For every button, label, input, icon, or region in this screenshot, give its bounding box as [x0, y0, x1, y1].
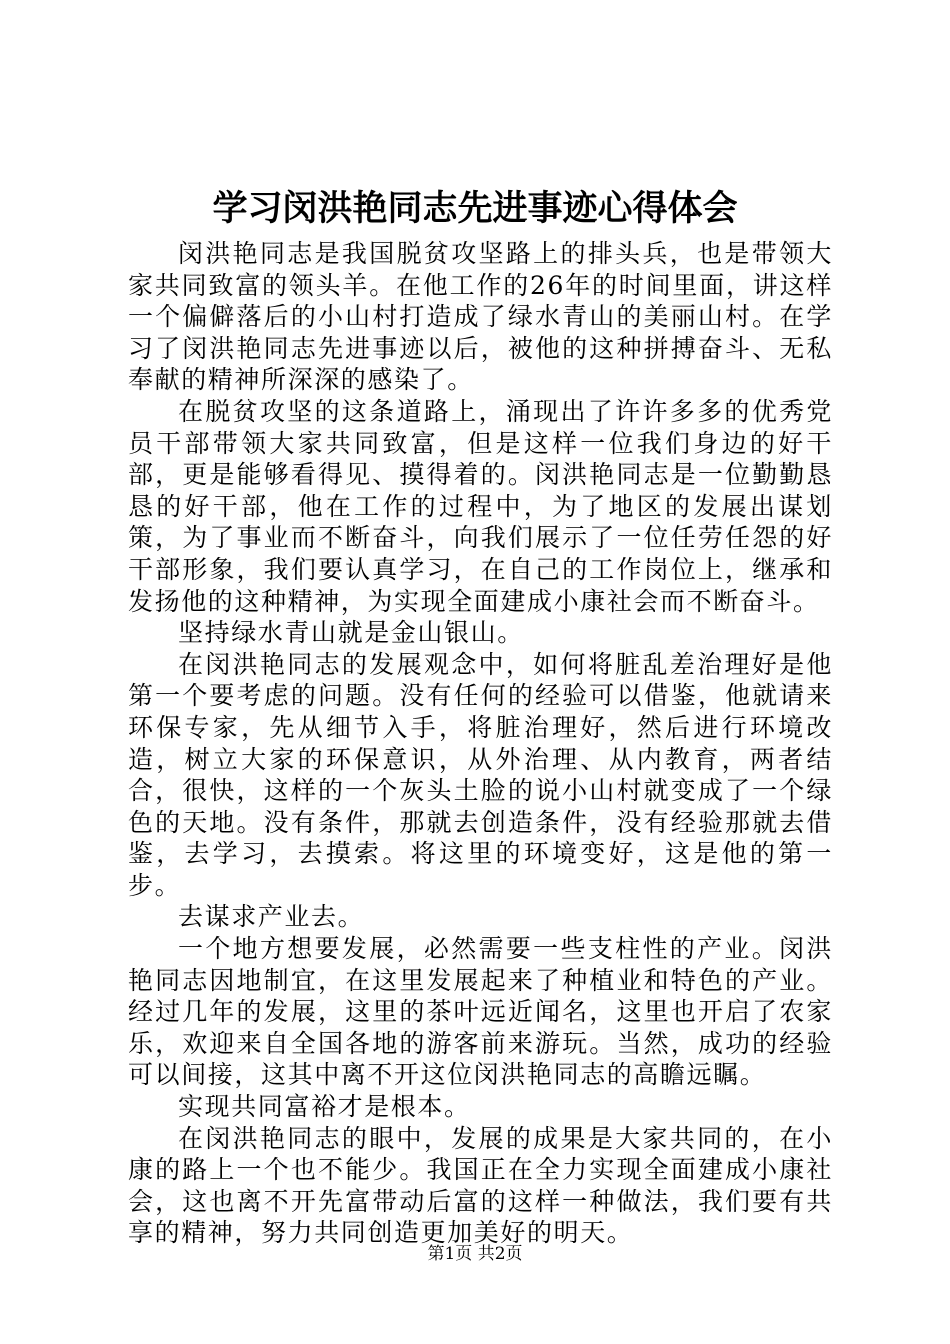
page-number-footer: 第1页 共2页: [427, 1244, 523, 1264]
paragraph-1: 闵洪艳同志是我国脱贫攻坚路上的排头兵，也是带领大家共同致富的领头羊。在他工作的26年的时间里面，讲这样一个偏僻落后的小山村打造成了绿水青山的美丽山村。在学习了闵洪艳同志先进事迹以后，被他的这种拼搏奋斗、无私奉献的精神所深深的感染了。: [128, 239, 833, 395]
paragraph-2: 在脱贫攻坚的这条道路上，涌现出了许许多多的优秀党员干部带领大家共同致富，但是这样一位我们身边的好干部，更是能够看得见、摸得着的。闵洪艳同志是一位勤勤恳恳的好干部，他在工作的过程中，为了地区的发展出谋划策，为了事业而不断奋斗，向我们展示了一位任劳任怨的好干部形象，我们要认真学习，在自己的工作岗位上，继承和发扬他的这种精神，为实现全面建成小康社会而不断奋斗。: [128, 396, 833, 616]
paragraph-7-heading: 实现共同富裕才是根本。: [178, 1092, 471, 1122]
document-title: 学习闵洪艳同志先进事迹心得体会: [212, 188, 738, 229]
paragraph-5-heading: 去谋求产业去。: [178, 902, 365, 932]
paragraph-4: 在闵洪艳同志的发展观念中，如何将脏乱差治理好是他第一个要考虑的问题。没有任何的经验可以借鉴，他就请来环保专家，先从细节入手，将脏治理好，然后进行环境改造，树立大家的环保意识，从外治理、从内教育，两者结合，很快，这样的一个灰头土脸的说小山村就变成了一个绿色的天地。没有条件，那就去创造条件，没有经验那就去借鉴，去学习，去摸索。将这里的环境变好，这是他的第一步。: [128, 649, 833, 900]
paragraph-8: 在闵洪艳同志的眼中，发展的成果是大家共同的，在小康的路上一个也不能少。我国正在全力实现全面建成小康社会，这也离不开先富带动后富的这样一种做法，我们要有共享的精神，努力共同创造更加美好的明天。: [128, 1123, 833, 1248]
paragraph-6: 一个地方想要发展，必然需要一些支柱性的产业。闵洪艳同志因地制宜，在这里发展起来了种植业和特色的产业。经过几年的发展，这里的茶叶远近闻名，这里也开启了农家乐，欢迎来自全国各地的游客前来游玩。当然，成功的经验可以间接，这其中离不开这位闵洪艳同志的高瞻远瞩。: [128, 934, 833, 1090]
document-body: [128, 238, 833, 1249]
paragraph-3-heading: 坚持绿水青山就是金山银山。: [178, 618, 524, 648]
